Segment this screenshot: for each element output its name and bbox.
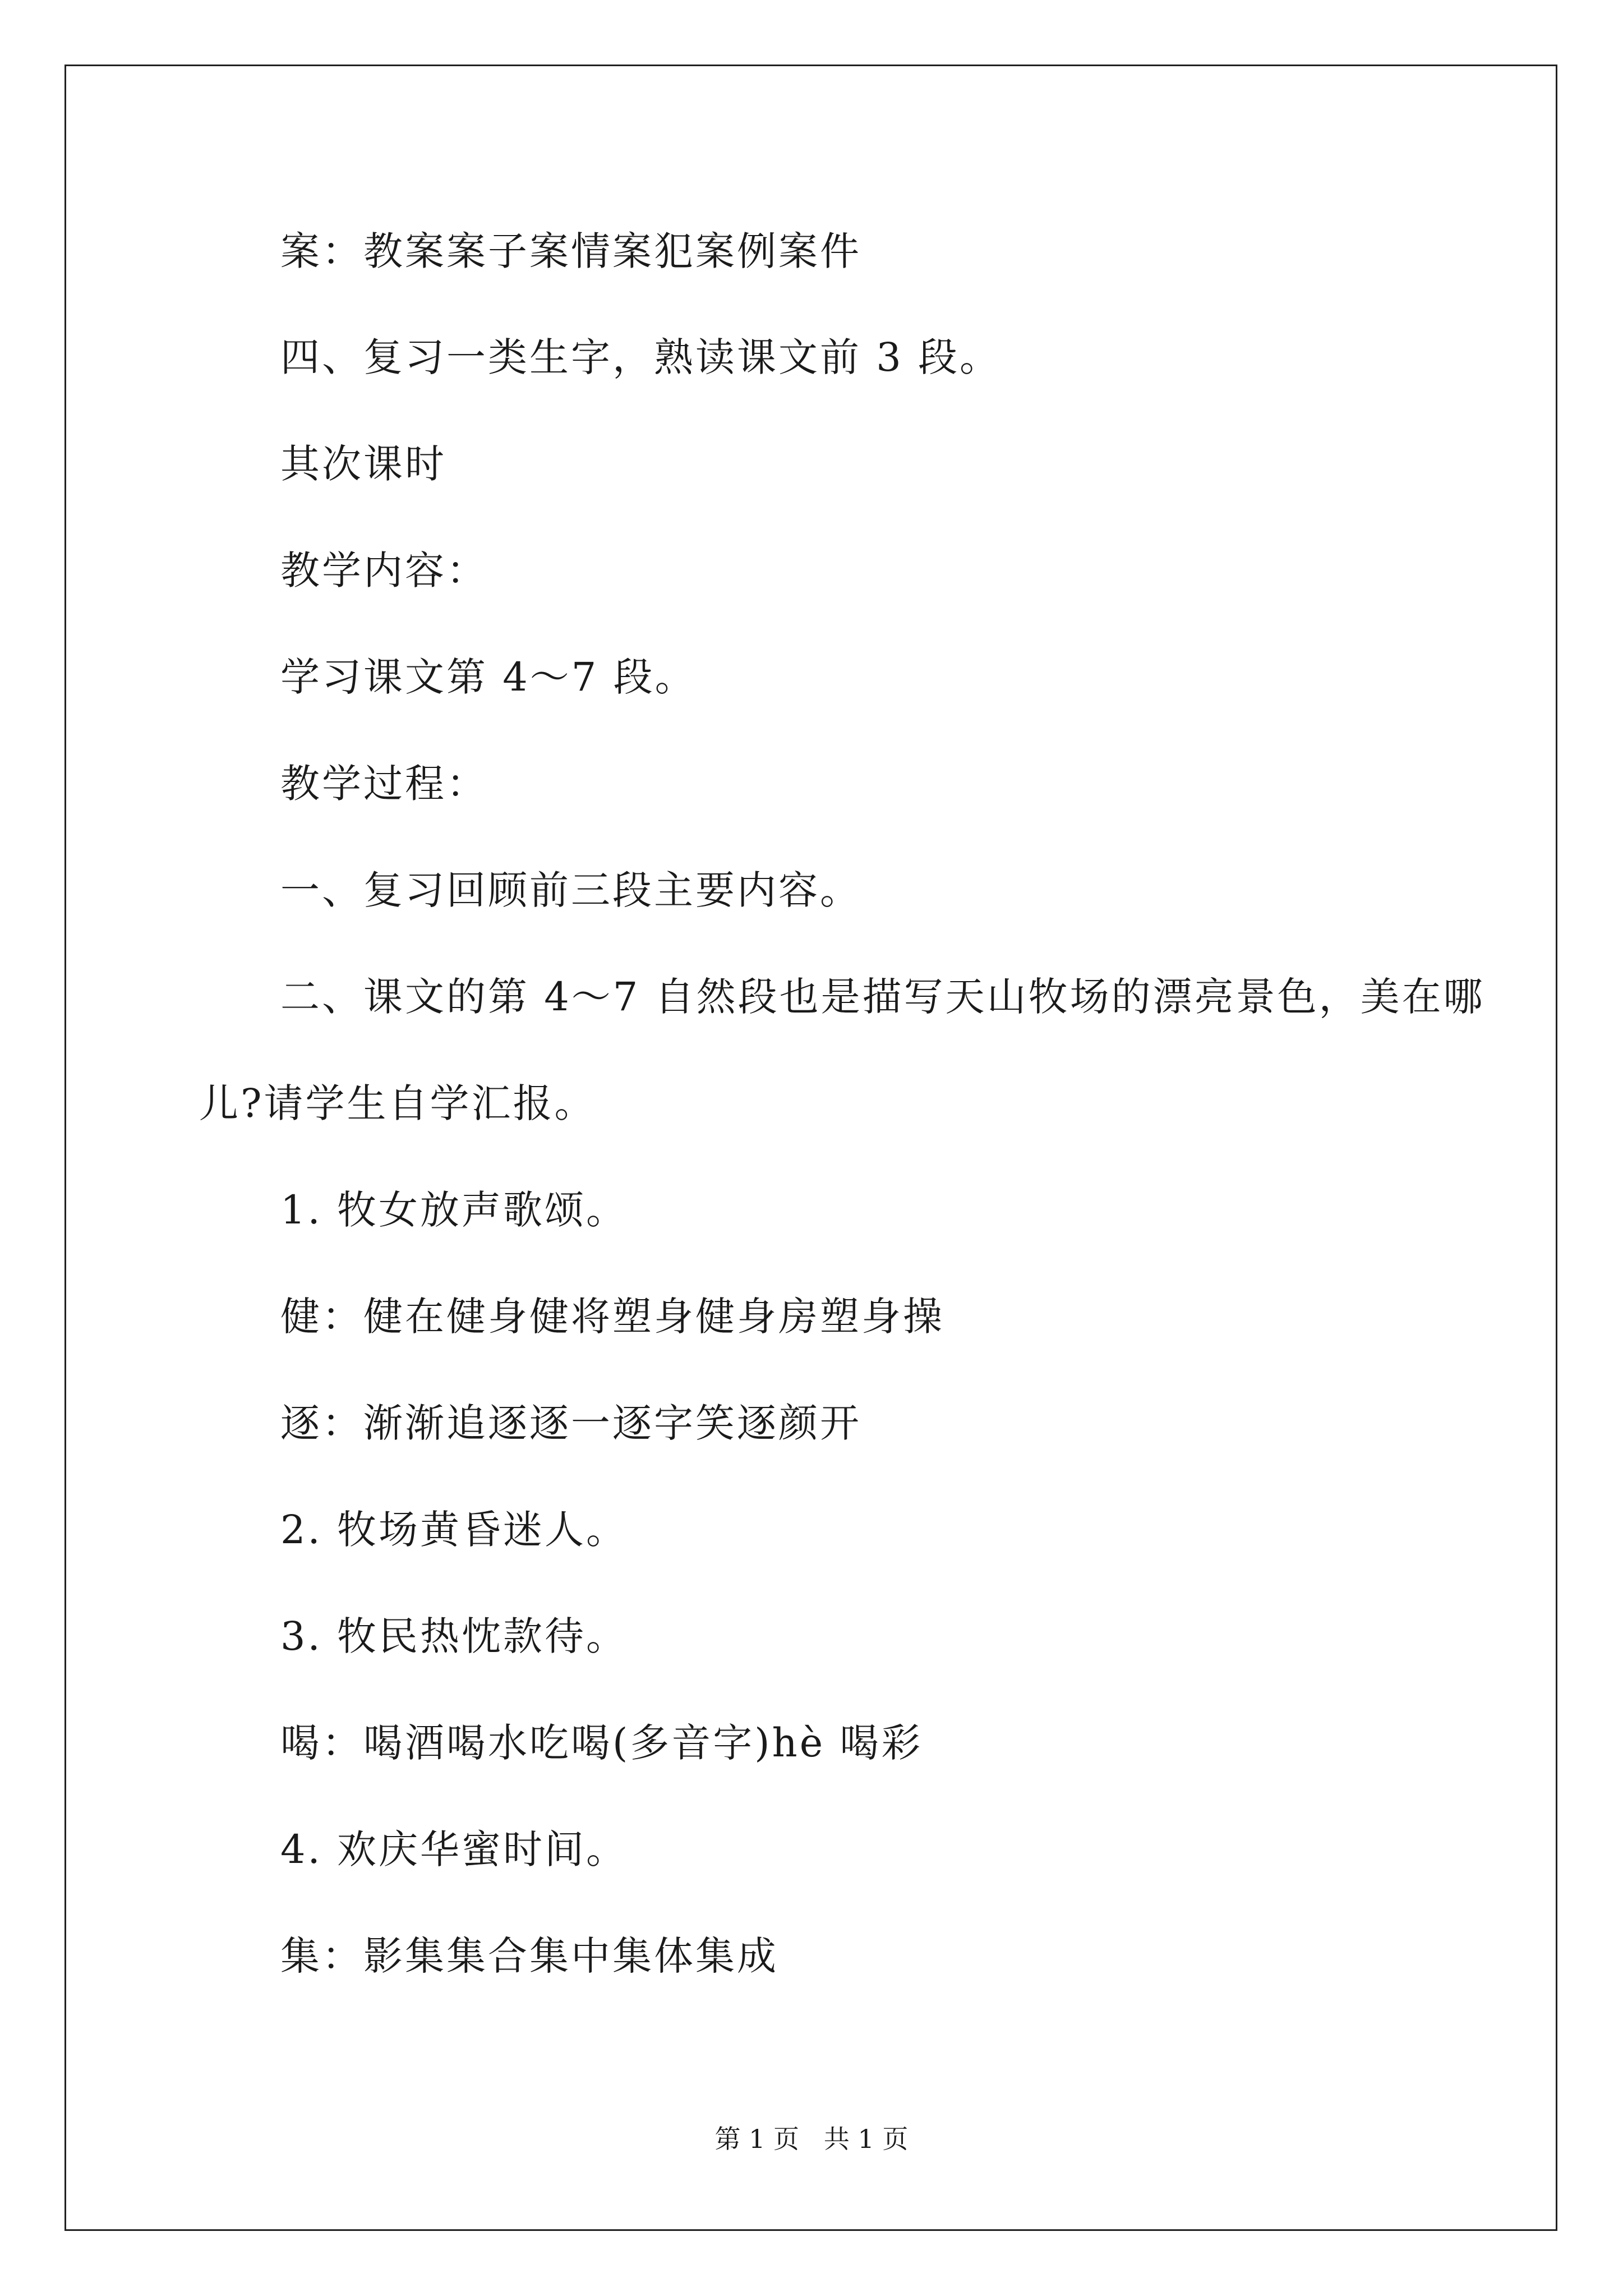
text-line: 4. 欢庆华蜜时间。 <box>280 1826 628 1872</box>
text-line: 二、课文的第 4～7 自然段也是描写天山牧场的漂亮景色，美在哪 <box>280 974 1485 1020</box>
text-line: 教学过程： <box>280 761 488 807</box>
text-line: 教学内容： <box>280 547 488 593</box>
text-line: 2. 牧场黄昏迷人。 <box>280 1507 628 1553</box>
text-line: 3. 牧民热忱款待。 <box>280 1613 628 1659</box>
text-line: 集：影集集合集中集体集成 <box>280 1933 778 1979</box>
text-line: 1. 牧女放声歌颂。 <box>280 1187 628 1233</box>
page-border <box>64 65 1557 2231</box>
text-line: 儿?请学生自学汇报。 <box>199 1080 596 1126</box>
text-line: 学习课文第 4～7 段。 <box>280 654 697 700</box>
text-line: 其次课时 <box>280 441 446 487</box>
text-line: 案：教案案子案情案犯案例案件 <box>280 228 861 274</box>
text-line: 健：健在健身健将塑身健身房塑身操 <box>280 1294 944 1340</box>
text-line: 四、复习一类生字，熟读课文前 3 段。 <box>280 334 1002 380</box>
text-line: 喝：喝酒喝水吃喝(多音字)hè 喝彩 <box>280 1720 923 1766</box>
text-line: 一、复习回顾前三段主要内容。 <box>280 867 861 913</box>
text-line: 逐：渐渐追逐逐一逐字笑逐颜开 <box>280 1400 861 1446</box>
page-footer: 第 1 页 共 1 页 <box>714 2124 909 2154</box>
